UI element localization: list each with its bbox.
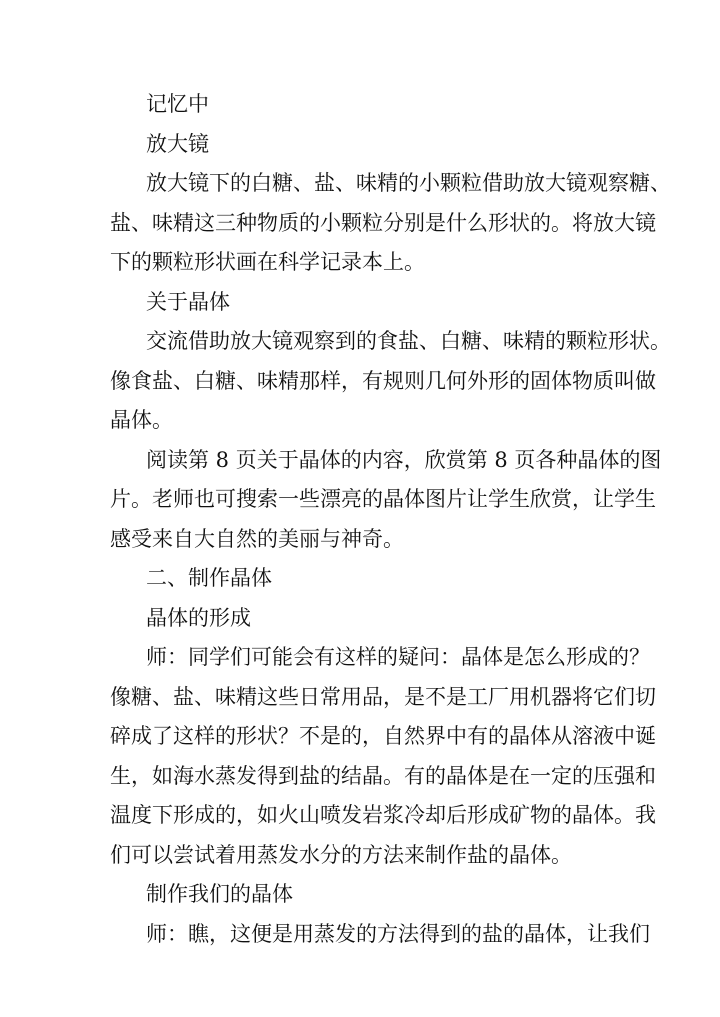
paragraph-line: 阅读第 8 页关于晶体的内容，欣赏第 8 页各种晶体的图: [146, 447, 662, 472]
heading-text: 晶体的形成: [146, 605, 251, 630]
paragraph-line: 盐、味精这三种物质的小颗粒分别是什么形状的。将放大镜: [110, 210, 656, 235]
section-heading: [110, 599, 614, 639]
heading-text: 二、制作晶体: [146, 566, 272, 590]
paragraph-line: 片。老师也可搜索一些漂亮的晶体图片让学生欣赏，让学生: [110, 487, 656, 511]
section-heading: [110, 125, 614, 165]
document-body: [110, 85, 671, 954]
paragraph-line: 像食盐、白糖、味精那样，有规则几何外形的固体物质叫做: [110, 368, 656, 393]
section-heading: [110, 85, 614, 125]
section-heading: [110, 875, 614, 915]
paragraph-line: 温度下形成的，如火山喷发岩浆冷却后形成矿物的晶体。我: [110, 803, 656, 827]
paragraph-line: 碎成了这样的形状？不是的，自然界中有的晶体从溶液中诞: [110, 724, 656, 748]
paragraph-line: 交流借助放大镜观察到的食盐、白糖、味精的颗粒形状。: [146, 329, 671, 353]
heading-text: 制作我们的晶体: [146, 882, 293, 906]
paragraph-line: 下的颗粒形状画在科学记录本上。: [110, 250, 425, 274]
paragraph: [110, 322, 671, 441]
section-heading: [110, 559, 614, 599]
paragraph-line: 感受来自大自然的美丽与神奇。: [110, 526, 404, 551]
paragraph-line: 师：同学们可能会有这样的疑问：晶体是怎么形成的？: [146, 645, 650, 669]
heading-text: 放大镜: [146, 131, 209, 156]
paragraph-line: 们可以尝试着用蒸发水分的方法来制作盐的晶体。: [110, 842, 572, 867]
paragraph-line: 晶体。: [110, 408, 173, 432]
paragraph: [110, 638, 656, 875]
paragraph-line: 生，如海水蒸发得到盐的结晶。有的晶体是在一定的压强和: [110, 763, 656, 788]
paragraph-line: 像糖、盐、味精这些日常用品，是不是工厂用机器将它们切: [110, 684, 656, 709]
paragraph: [110, 441, 662, 560]
paragraph: [110, 164, 671, 283]
heading-text: 关于晶体: [146, 289, 230, 314]
paragraph-line: 师：瞧，这便是用蒸发的方法得到的盐的晶体，让我们: [146, 921, 650, 946]
section-heading: [110, 283, 614, 323]
paragraph-line: 放大镜下的白糖、盐、味精的小颗粒借助放大镜观察糖、: [146, 171, 671, 195]
heading-text: 记忆中: [146, 92, 209, 116]
paragraph: [110, 915, 650, 955]
